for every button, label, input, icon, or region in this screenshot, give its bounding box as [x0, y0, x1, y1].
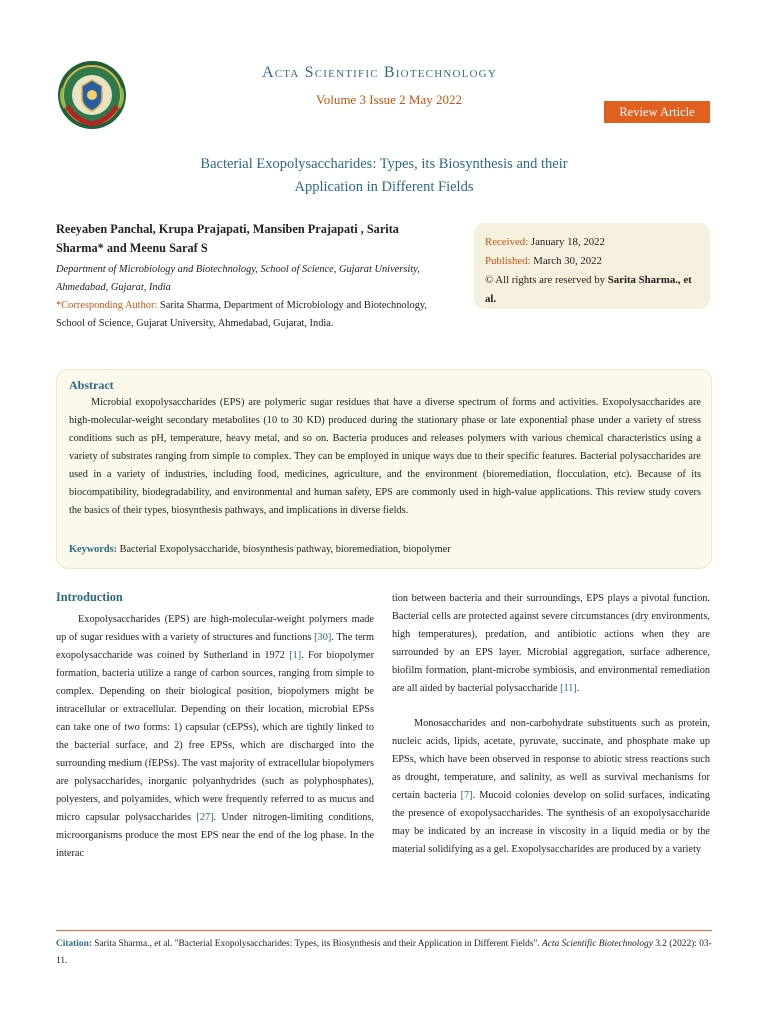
issue-line: Volume 3 Issue 2 May 2022: [316, 92, 463, 107]
keywords-label: Keywords:: [69, 544, 118, 555]
paper-title-line1: Bacterial Exopolysaccharides: Types, its Biosynthesis and their: [200, 156, 568, 172]
published-value: March 30, 2022: [530, 255, 602, 267]
paper-title-line2: Application in Different Fields: [294, 179, 474, 195]
abstract-text: Microbial exopolysaccharides (EPS) are polymeric sugar residues that have a diverse spectrum of forms and activities. Exopolysaccharides are high-molecular-weight secondary metabolites (10 to 30 KD) produced during the stationary phase or late exponential phase under a variety of stress conditions such as pH, temperature, heavy metal, and so on. Bacteria produces and releases polymers with various chemical characteristics using a variety of substrates ranging from simple to complex. They can be employed in unique ways due to their specific features. Bacterial polysaccharides are used in a variety of industries, including food, medicines, agriculture, and the environment (bioremediation, flocculation, etc). Because of its biocompatibility, biodegradability, and environmental and human safety, EPS are commonly used in high-value applications. This review study covers the basics of their types, biosynthesis pathways, and implications in diverse fields.: [69, 397, 701, 516]
corresponding-author: [56, 297, 456, 333]
author-list: Reeyaben Panchal, Krupa Prajapati, Mansiben Prajapati , Sarita Sharma* and Meenu Saraf S: [56, 222, 399, 255]
intro-paragraph-2: [392, 715, 710, 859]
article-type-badge: Review Article: [604, 101, 710, 123]
ref-link-7[interactable]: [7]: [460, 790, 473, 801]
ref-link-1[interactable]: [1]: [289, 650, 302, 661]
abstract-heading: Abstract: [69, 378, 114, 392]
abstract-box: [56, 369, 712, 569]
citation-journal: Acta Scientific Biotechnology: [541, 939, 653, 949]
body-column-left: [56, 590, 374, 863]
keywords-text: Bacterial Exopolysaccharide, biosynthesis pathway, bioremediation, biopolymer: [117, 544, 451, 555]
received-label: Received:: [485, 236, 529, 248]
intro-text: . The term exopolysaccharide was coined by Sutherland in 1972: [56, 632, 374, 661]
intro-text: .: [576, 683, 580, 694]
intro-text: Monosaccharides and non-carbohydrate substituents such as protein, nucleic acids, lipids, acetate, pyruvate, succinate, and phosphate make up EPSs, which have been observed in response to abiotic stress reactions such as drought, temperature, and salinity, as well as survival mechanisms for certain bacteria: [392, 718, 710, 801]
body-column-right: [392, 590, 710, 859]
journal-name: Acta Scientific Biotechnology: [262, 64, 497, 81]
published-label: Published:: [485, 255, 531, 267]
citation-label: Citation:: [56, 939, 92, 949]
citation: [56, 936, 712, 970]
intro-paragraph-1b: [392, 590, 710, 698]
rights-line: [485, 271, 703, 309]
introduction-heading: Introduction: [56, 590, 123, 604]
received-line: [485, 233, 703, 252]
intro-text: Exopolysaccharides (EPS) are high-molecular-weight polymers made up of sugar residues with a variety of structures and functions: [56, 614, 374, 643]
citation-text: Sarita Sharma., et al. "Bacterial Exopolysaccharides: Types, its Biosynthesis and their Application in Different Fields".: [91, 939, 542, 949]
dates-box: [474, 223, 710, 309]
intro-paragraph-1a: [56, 611, 374, 863]
intro-text-split: tion between bacteria and their surroundings, EPS plays a pivotal function. Bacterial cells are protected against severe circumstances (dry environments, high temperatures), predation, and antibiotic actions when they are surrounded by an EPS layer. Microbial aggregation, surface adherence, biofilm formation, plant-microbe symbiosis, and environmental remediation are all aided by bacterial polysaccharide: [392, 593, 710, 694]
footer-divider: [56, 930, 712, 931]
corresponding-text: Sarita Sharma, Department of Microbiology and Biotechnology, School of Science, Gujarat University, Ahmedabad, Gujarat, India.: [56, 300, 428, 329]
intro-text-split: . Under nitrogen-limiting conditions, microorganisms produce the most EPS near the end of the log phase. In the interac: [56, 812, 374, 859]
published-line: [485, 252, 703, 271]
keywords: [69, 544, 701, 555]
received-value: January 18, 2022: [528, 236, 605, 248]
corresponding-label: *Corresponding Author:: [56, 300, 158, 311]
intro-text: . Mucoid colonies develop on solid surfaces, indicating the presence of exopolysaccharides. The synthesis of an exopolysaccharide may be indicated by an increase in viscosity in a liquid media or by the material solidifying as a gel. Exopolysaccharides are produced by a variety: [392, 790, 710, 855]
journal-seal-icon: [55, 58, 129, 132]
paper-title: [120, 153, 648, 199]
ref-link-27[interactable]: [27]: [196, 812, 214, 823]
intro-text: . For biopolymer formation, bacteria utilize a range of carbon sources, ranging from simple to complex. Depending on their biological position, biopolymers might be intracellular or extracellular. Depending on their location, microbial EPSs can take one of two forms: 1) capsular (cEPSs), which are tightly linked to the bacterial surface, and 2) free EPSs, which are discharged into the surrounding medium (fEPSs). The vast majority of extracellular biopolymers are polysaccharides, inorganic polyanhydrides (such as polyphosphates), polyesters, and polyamides, which were frequently referred to as mucus and micro capsular polysaccharides: [56, 650, 375, 823]
ref-link-11[interactable]: [11]: [560, 683, 577, 694]
affiliation: Department of Microbiology and Biotechnology, School of Science, Gujarat University, Ahmedabad, Gujarat, India: [56, 264, 420, 293]
citation-volume: 3.2 (2022): 03-11.: [56, 939, 712, 966]
ref-link-30[interactable]: [30]: [314, 632, 332, 643]
rights-text: © All rights are reserved by: [485, 274, 608, 286]
rights-author: Sarita Sharma., et al.: [485, 274, 692, 305]
